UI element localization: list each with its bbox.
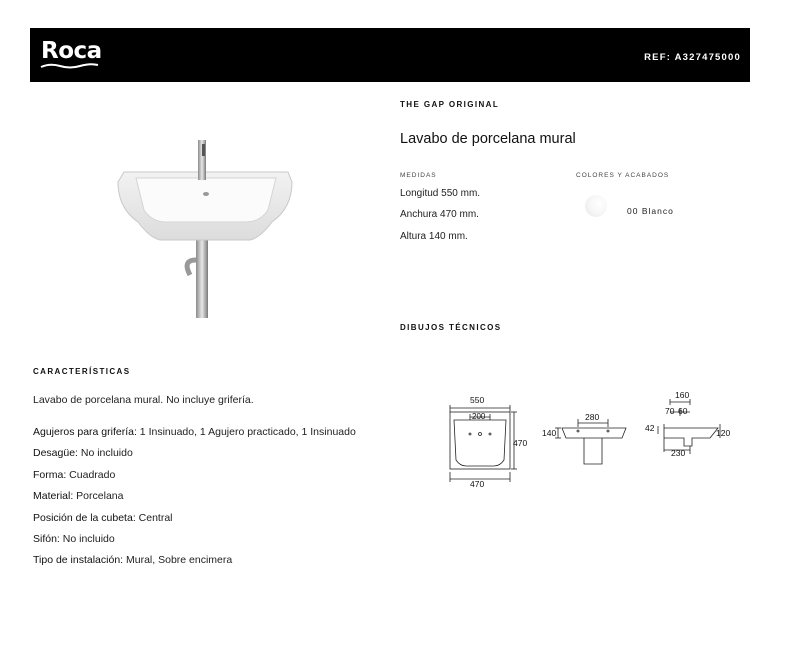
- feature-row: [33, 490, 123, 502]
- feature-key: Agujeros para grifería:: [33, 426, 137, 438]
- drawings-title: DIBUJOS TÉCNICOS: [400, 323, 502, 332]
- dim-profile-left: 42: [645, 423, 655, 433]
- product-image: [110, 130, 300, 320]
- dim-profile-bottom: 230: [671, 448, 686, 458]
- measure-width: Anchura 470 mm.: [400, 209, 479, 220]
- feature-key: Desagüe:: [33, 447, 78, 459]
- features-title: CARACTERÍSTICAS: [33, 367, 131, 376]
- feature-key: Sifón:: [33, 533, 60, 545]
- dim-profile-a: 70: [665, 406, 675, 416]
- feature-key: Forma:: [33, 469, 67, 481]
- feature-row: [33, 554, 232, 566]
- feature-value: No incluido: [59, 533, 115, 545]
- feature-key: Posición de la cubeta:: [33, 512, 136, 524]
- dim-side-width: 280: [585, 412, 600, 422]
- measures-label: MEDIDAS: [400, 172, 437, 179]
- dim-front-depth: 470: [513, 438, 528, 448]
- feature-value: 1 Insinuado, 1 Agujero practicado, 1 Insinuado: [136, 426, 356, 438]
- color-name: 00 Blanco: [627, 206, 674, 216]
- feature-value: Porcelana: [73, 490, 124, 502]
- feature-value: Cuadrado: [66, 469, 116, 481]
- technical-drawings: [440, 390, 740, 490]
- product-reference: REF: A327475000: [644, 52, 741, 63]
- feature-row: [33, 447, 133, 459]
- dim-front-bottom: 470: [470, 479, 485, 489]
- product-description: Lavabo de porcelana mural. No incluye grifería.: [33, 394, 254, 406]
- dim-profile-top: 160: [675, 390, 690, 400]
- color-swatch-white[interactable]: [585, 195, 607, 217]
- logo-wave-icon: [40, 62, 100, 70]
- dim-profile-right: 120: [716, 428, 731, 438]
- header-bar: [30, 28, 750, 82]
- feature-row: [33, 469, 115, 481]
- feature-key: Material:: [33, 490, 74, 502]
- brand-logo: Roca: [41, 38, 102, 64]
- dim-front-width: 550: [470, 395, 485, 405]
- measure-length: Longitud 550 mm.: [400, 188, 481, 199]
- feature-value: No incluido: [77, 447, 133, 459]
- feature-key: Tipo de instalación:: [33, 554, 124, 566]
- feature-value: Central: [135, 512, 173, 524]
- feature-row: [33, 533, 115, 545]
- product-title: Lavabo de porcelana mural: [400, 131, 576, 147]
- dim-profile-b: 60: [678, 406, 688, 416]
- dim-front-holes: 200: [472, 412, 486, 421]
- dim-side-height: 140: [542, 428, 557, 438]
- series-name: THE GAP ORIGINAL: [400, 100, 500, 109]
- colors-label: COLORES Y ACABADOS: [576, 172, 670, 179]
- measure-height: Altura 140 mm.: [400, 231, 468, 242]
- feature-row: [33, 512, 173, 524]
- feature-value: Mural, Sobre encimera: [123, 554, 233, 566]
- feature-row: [33, 426, 356, 438]
